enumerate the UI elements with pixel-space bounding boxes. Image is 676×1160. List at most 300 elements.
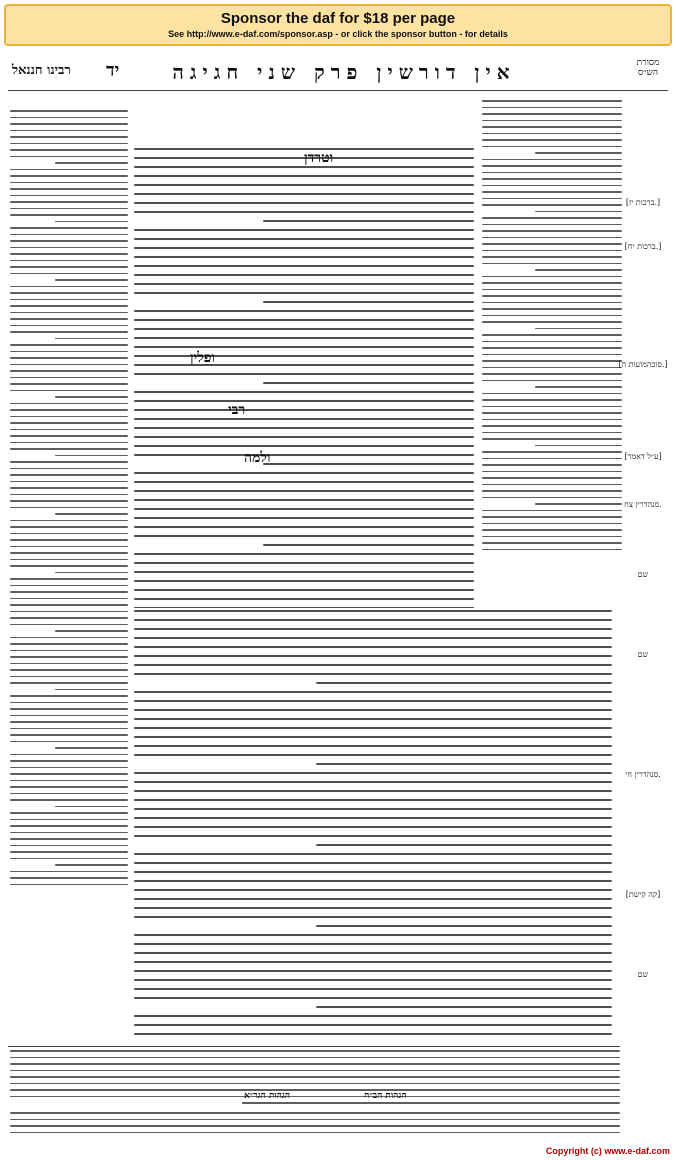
- text-line: [482, 250, 622, 252]
- text-line: [134, 781, 612, 783]
- text-line: [263, 220, 474, 222]
- text-line: [10, 526, 128, 528]
- text-line: [10, 832, 128, 834]
- text-line: [10, 260, 128, 262]
- word-veturdan: וטרדן: [304, 150, 334, 166]
- text-line: [134, 256, 474, 258]
- text-line: [482, 159, 622, 161]
- text-line: [482, 367, 622, 369]
- text-line: [482, 146, 622, 148]
- text-line: [134, 646, 612, 648]
- text-line: [10, 442, 128, 444]
- text-line: [10, 702, 128, 704]
- text-line: [482, 341, 622, 343]
- text-line: [482, 471, 622, 473]
- text-line: [134, 673, 612, 675]
- text-line: [134, 718, 612, 720]
- text-line: [482, 536, 622, 538]
- text-line: [10, 617, 128, 619]
- text-line: [10, 195, 128, 197]
- text-line: [10, 1096, 620, 1098]
- text-line: [482, 334, 622, 336]
- text-line: [482, 549, 622, 551]
- text-line: [10, 149, 128, 151]
- sponsor-title[interactable]: Sponsor the daf for $18 per page: [220, 10, 456, 27]
- text-line: [134, 943, 612, 945]
- text-line: [482, 425, 622, 427]
- text-line: [134, 454, 474, 456]
- margin-ref: שם: [637, 570, 649, 579]
- text-line: [134, 400, 474, 402]
- margin-ref: סנהדרין חי.: [625, 770, 661, 779]
- text-line: [482, 198, 622, 200]
- text-line: [10, 390, 128, 392]
- text-line: [10, 273, 128, 275]
- text-line: [10, 546, 128, 548]
- text-line: [482, 165, 622, 167]
- text-line: [482, 458, 622, 460]
- text-line: [10, 1050, 620, 1052]
- text-line: [10, 604, 128, 606]
- text-line: [10, 656, 128, 658]
- text-line: [10, 247, 128, 249]
- text-line: [134, 193, 474, 195]
- text-line: [10, 156, 128, 158]
- text-line: [134, 355, 474, 357]
- text-line: [482, 464, 622, 466]
- text-line: [10, 143, 128, 145]
- text-line: [10, 812, 128, 814]
- text-line: [10, 1083, 620, 1085]
- text-line: [134, 436, 474, 438]
- text-line: [134, 898, 612, 900]
- text-line: [134, 418, 474, 420]
- margin-ref: [ברכות יח.]: [624, 242, 662, 251]
- text-line: [10, 175, 128, 177]
- text-line: [10, 754, 128, 756]
- text-line: [10, 409, 128, 411]
- text-line: [10, 793, 128, 795]
- text-line: [134, 184, 474, 186]
- text-line: [10, 663, 128, 665]
- text-line: [482, 497, 622, 499]
- text-line: [10, 1119, 620, 1121]
- text-line: [535, 269, 622, 271]
- text-line: [10, 416, 128, 418]
- text-line: [10, 1070, 620, 1072]
- text-line: [482, 373, 622, 375]
- text-line: [10, 1112, 620, 1114]
- text-line: [134, 997, 612, 999]
- text-line: [10, 474, 128, 476]
- margin-ref: שם: [637, 970, 649, 979]
- text-line: [134, 727, 612, 729]
- text-line: [10, 695, 128, 697]
- text-line: [482, 321, 622, 323]
- text-line: [10, 357, 128, 359]
- text-line: [134, 526, 474, 528]
- text-line: [55, 338, 128, 340]
- text-line: [134, 607, 474, 608]
- text-line: [55, 864, 128, 866]
- text-line: [10, 123, 128, 125]
- text-line: [134, 745, 612, 747]
- text-line: [482, 217, 622, 219]
- text-line: [10, 305, 128, 307]
- text-line: [10, 468, 128, 470]
- text-line: [482, 263, 622, 265]
- text-line: [10, 565, 128, 567]
- text-line: [10, 383, 128, 385]
- text-line: [10, 208, 128, 210]
- word-vaflin: ופלין: [190, 350, 215, 366]
- text-line: [55, 806, 128, 808]
- text-line: [263, 382, 474, 384]
- text-line: [134, 934, 612, 936]
- text-line: [10, 422, 128, 424]
- text-line: [10, 741, 128, 743]
- text-line: [10, 500, 128, 502]
- text-line: [10, 403, 128, 405]
- text-line: [482, 120, 622, 122]
- text-line: [482, 256, 622, 258]
- text-line: [134, 202, 474, 204]
- text-line: [134, 799, 612, 801]
- text-line: [10, 578, 128, 580]
- text-line: [134, 961, 612, 963]
- text-line: [10, 130, 128, 132]
- text-line: [134, 445, 474, 447]
- text-line: [10, 188, 128, 190]
- text-line: [55, 572, 128, 574]
- text-line: [10, 507, 128, 509]
- text-line: [134, 637, 612, 639]
- text-line: [482, 315, 622, 317]
- text-line: [134, 337, 474, 339]
- text-line: [482, 126, 622, 128]
- text-line: [263, 463, 474, 465]
- text-line: [134, 319, 474, 321]
- text-line: [10, 559, 128, 561]
- text-line: [10, 169, 128, 171]
- text-line: [10, 858, 128, 860]
- text-line: [134, 691, 612, 693]
- text-line: [482, 477, 622, 479]
- text-line: [316, 682, 612, 684]
- text-line: [134, 328, 474, 330]
- sponsor-subtitle[interactable]: See http://www.e-daf.com/sponsor.asp - or click the sponsor button - for details: [168, 29, 508, 39]
- text-line: [10, 136, 128, 138]
- text-line: [134, 490, 474, 492]
- text-line: [10, 331, 128, 333]
- text-line: [10, 585, 128, 587]
- text-line: [134, 619, 612, 621]
- text-line: [10, 760, 128, 762]
- text-line: [10, 1125, 620, 1127]
- text-line: [10, 286, 128, 288]
- text-line: [535, 328, 622, 330]
- text-line: [134, 736, 612, 738]
- text-line: [134, 610, 612, 612]
- text-line: [10, 715, 128, 717]
- text-line: [134, 175, 474, 177]
- text-line: [55, 455, 128, 457]
- text-line: [134, 553, 474, 555]
- text-line: [134, 826, 612, 828]
- text-line: [134, 373, 474, 375]
- text-line: [134, 1015, 612, 1017]
- text-line: [134, 247, 474, 249]
- text-line: [263, 301, 474, 303]
- text-line: [10, 728, 128, 730]
- margin-ref: [ע״ל דאמר]: [624, 452, 662, 461]
- text-line: [535, 503, 622, 505]
- margin-ref: סנהדרין צח.: [624, 500, 662, 509]
- text-line: [482, 185, 622, 187]
- text-line: [535, 445, 622, 447]
- text-line: [10, 539, 128, 541]
- text-line: [10, 1076, 620, 1078]
- text-line: [134, 754, 612, 756]
- text-line: [55, 513, 128, 515]
- text-line: [134, 808, 612, 810]
- text-line: [10, 676, 128, 678]
- text-line: [134, 880, 612, 882]
- text-line: [134, 790, 612, 792]
- text-line: [10, 643, 128, 645]
- text-line: [10, 253, 128, 255]
- text-line: [482, 282, 622, 284]
- text-line: [134, 589, 474, 591]
- text-line: [482, 204, 622, 206]
- text-line: [10, 624, 128, 626]
- talmud-page: [4, 50, 672, 1142]
- text-line: [482, 438, 622, 440]
- text-line: [10, 773, 128, 775]
- text-line: [134, 211, 474, 213]
- text-line: [134, 598, 474, 600]
- text-line: [134, 229, 474, 231]
- text-line: [482, 289, 622, 291]
- text-line: [535, 152, 622, 154]
- text-line: [535, 386, 622, 388]
- text-line: [10, 182, 128, 184]
- text-line: [134, 499, 474, 501]
- text-line: [134, 709, 612, 711]
- text-line: [10, 227, 128, 229]
- text-line: [10, 214, 128, 216]
- text-line: [10, 721, 128, 723]
- text-line: [482, 484, 622, 486]
- text-line: [10, 533, 128, 535]
- text-line: [10, 611, 128, 613]
- text-line: [134, 580, 474, 582]
- text-line: [482, 100, 622, 102]
- text-line: [10, 312, 128, 314]
- page-number: יד: [106, 60, 120, 81]
- text-line: [134, 952, 612, 954]
- text-line: [482, 276, 622, 278]
- text-line: [482, 347, 622, 349]
- text-line: [10, 351, 128, 353]
- text-line: [134, 979, 612, 981]
- text-line: [134, 238, 474, 240]
- text-line: [10, 364, 128, 366]
- text-line: [316, 925, 612, 927]
- text-line: [482, 419, 622, 421]
- text-line: [134, 364, 474, 366]
- hagahot-text: [10, 1112, 620, 1140]
- text-line: [482, 393, 622, 395]
- text-line: [482, 139, 622, 141]
- text-line: [10, 1089, 620, 1091]
- text-line: [55, 630, 128, 632]
- text-line: [482, 230, 622, 232]
- masoret-label: מסורת הש״ס: [636, 58, 660, 78]
- text-line: [134, 571, 474, 573]
- margin-ref: [סוכהמועות ה.]: [618, 360, 668, 369]
- text-line: [10, 799, 128, 801]
- text-line: [482, 360, 622, 362]
- rabbeinu-chananel-column: [10, 110, 128, 1072]
- text-line: [10, 845, 128, 847]
- text-line: [482, 237, 622, 239]
- text-line: [10, 871, 128, 873]
- text-line: [482, 542, 622, 544]
- text-line: [134, 628, 612, 630]
- text-line: [134, 907, 612, 909]
- text-line: [10, 669, 128, 671]
- text-line: [10, 370, 128, 372]
- word-velamah: ולמה: [244, 450, 271, 466]
- text-line: [482, 191, 622, 193]
- margin-ref: [ברכות יז.]: [625, 198, 661, 207]
- text-line: [10, 591, 128, 593]
- text-line: [10, 240, 128, 242]
- text-line: [10, 786, 128, 788]
- text-line: [482, 529, 622, 531]
- copyright-notice[interactable]: Copyright (c) www.e-daf.com: [545, 1146, 670, 1156]
- text-line: [482, 516, 622, 518]
- text-line: [134, 817, 612, 819]
- text-line: [482, 510, 622, 512]
- hagahot-bach-label: הגהות הב״ח: [364, 1091, 407, 1101]
- text-line: [134, 481, 474, 483]
- text-line: [134, 871, 612, 873]
- text-line: [134, 772, 612, 774]
- text-line: [10, 201, 128, 203]
- text-line: [134, 274, 474, 276]
- text-line: [10, 825, 128, 827]
- text-line: [482, 178, 622, 180]
- text-line: [134, 853, 612, 855]
- text-line: [10, 435, 128, 437]
- text-line: [55, 689, 128, 691]
- margin-ref: שם: [637, 650, 649, 659]
- text-line: [10, 487, 128, 489]
- text-line: [316, 1006, 612, 1008]
- text-line: [10, 1057, 620, 1059]
- text-line: [482, 380, 622, 382]
- text-line: [10, 494, 128, 496]
- text-line: [10, 780, 128, 782]
- text-line: [10, 377, 128, 379]
- hagahot-gra-label: הגהות הגר״א: [244, 1091, 291, 1101]
- text-line: [134, 1033, 612, 1035]
- text-line: [482, 412, 622, 414]
- text-line: [10, 851, 128, 853]
- text-line: [134, 427, 474, 429]
- text-line: [134, 310, 474, 312]
- text-line: [482, 133, 622, 135]
- text-line: [134, 283, 474, 285]
- text-line: [10, 110, 128, 112]
- text-line: [10, 650, 128, 652]
- text-line: [10, 819, 128, 821]
- text-line: [134, 1024, 612, 1026]
- text-line: [482, 451, 622, 453]
- text-line: [134, 562, 474, 564]
- text-line: [263, 544, 474, 546]
- text-line: [134, 472, 474, 474]
- text-line: [10, 637, 128, 639]
- text-line: [482, 113, 622, 115]
- text-line: [10, 552, 128, 554]
- margin-ref: [קה קישת]: [625, 890, 661, 899]
- text-line: [10, 461, 128, 463]
- sponsor-banner[interactable]: [4, 4, 672, 46]
- text-line: [10, 682, 128, 684]
- text-line: [134, 265, 474, 267]
- header-divider: [8, 90, 668, 91]
- text-line: [482, 243, 622, 245]
- text-line: [55, 396, 128, 398]
- text-line: [482, 302, 622, 304]
- footnote-divider: [8, 1046, 620, 1047]
- text-line: [10, 1063, 620, 1065]
- gemara-upper: [134, 148, 474, 608]
- text-line: [134, 508, 474, 510]
- text-line: [134, 664, 612, 666]
- text-line: [10, 877, 128, 879]
- text-line: [10, 292, 128, 294]
- text-line: [134, 409, 474, 411]
- footnotes: [10, 1050, 620, 1108]
- text-line: [134, 835, 612, 837]
- tosafot-column: [482, 100, 622, 672]
- text-line: [10, 325, 128, 327]
- text-line: [134, 655, 612, 657]
- text-line: [482, 295, 622, 297]
- rabbeinu-chananel-label: רבינו חננאל: [12, 63, 71, 78]
- text-line: [482, 432, 622, 434]
- text-line: [482, 172, 622, 174]
- text-line: [482, 308, 622, 310]
- text-line: [10, 299, 128, 301]
- page-header: [4, 58, 672, 84]
- text-line: [482, 490, 622, 492]
- text-line: [10, 266, 128, 268]
- text-line: [55, 162, 128, 164]
- text-line: [55, 221, 128, 223]
- text-line: [316, 844, 612, 846]
- text-line: [10, 117, 128, 119]
- text-line: [134, 292, 474, 294]
- text-line: [55, 747, 128, 749]
- text-line: [134, 862, 612, 864]
- text-line: [482, 107, 622, 109]
- text-line: [134, 700, 612, 702]
